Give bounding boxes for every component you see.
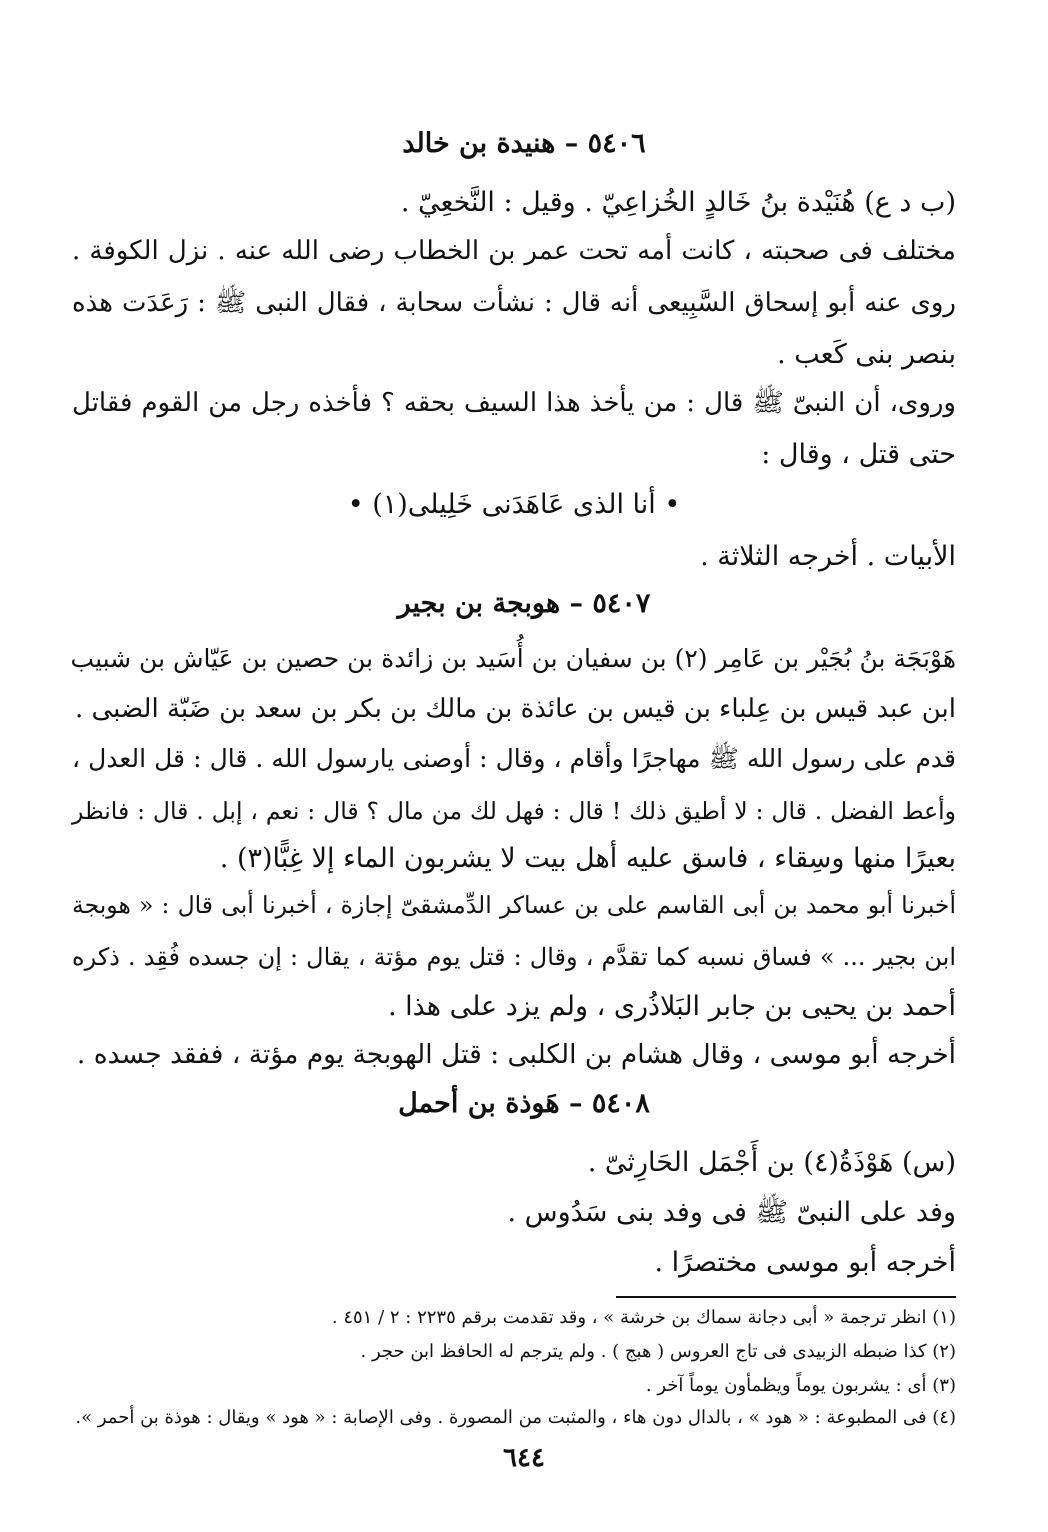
entry-line: بعيرًا منها وسِقاء ، فاسق عليه أهل بيت لا يشربون الماء إلا غِبًّا(٣) . (219, 843, 956, 874)
entry-line: أخرجه أبو موسى ، وقال هشام بن الكلبى : قتل الهوبجة يوم مؤتة ، ففقد جسده . (76, 1039, 956, 1070)
entry-line: بنصر بنى كَعب . (777, 339, 956, 370)
page-number: ٦٤٤ (503, 1443, 545, 1473)
entry-line: ابن عبد قيس بن عِلباء بن قيس بن عائذة بن مالك بن بكر بن سعد بن ضَبّة الضبى . (74, 694, 956, 724)
entry-line: (ب د ع) هُنَيْدة بنُ خَالدٍ الخُزاعِيّ . وقيل : النَّخعِيّ . (400, 187, 956, 218)
entry-line: أخرجه أبو موسى مختصرًا . (654, 1247, 956, 1278)
entry-heading-5408: ٥٤٠٨ – هَوذة بن أحمل (398, 1088, 650, 1119)
entry-line: حتى قتل ، وقال : (761, 439, 956, 470)
entry-line: هَوْبَجَة بنُ بُجَيْر بن عَامِر (٢) بن سفيان بن أُسَيد بن زائدة بن حصين بن عَيّاش بن شبيب (70, 644, 956, 673)
entry-line: ابن بجير ... » فساق نسبه كما تقدَّم ، وقال : قتل يوم مؤتة ، يقال : إن جسده فُقِد . ذكره (72, 943, 956, 971)
entry-line: وروى، أن النبىّ ﷺ قال : من يأخذ هذا السيف بحقه ؟ فأخذه رجل من القوم فقاتل (72, 388, 956, 418)
entry-line: مختلف فى صحبته ، كانت أمه تحت عمر بن الخطاب رضى الله عنه . نزل الكوفة . (72, 236, 956, 266)
footnote: (٤) فى المطبوعة : « هود » ، بالدال دون هاء ، والمثبت من المصورة . وفى الإصابة : « هود » ويقال : هوذة بن أحمر ». (75, 1407, 956, 1428)
footnote: (١) انظر ترجمة « أبى دجانة سماك بن خرشة » ، وقد تقدمت برقم ٢٢٣٥ : ٢ / ٤٥١ . (331, 1307, 956, 1328)
entry-line: الأبيات . أخرجه الثلاثة . (700, 541, 956, 572)
entry-line: روى عنه أبو إسحاق السَّبِيعى أنه قال : نشأت سحابة ، فقال النبى ﷺ : رَعَدَت هذه (72, 288, 956, 318)
entry-heading-5407: ٥٤٠٧ – هوبجة بن بجير (397, 588, 651, 619)
footnote: (٣) أى : يشربون يوماً ويظمأون يوماً آخر . (645, 1375, 956, 1396)
footnote: (٢) كذا ضبطه الزبيدى فى تاج العروس ( هبج ) . ولم يترجم له الحافظ ابن حجر . (360, 1341, 956, 1362)
entry-line: (س) هَوْذَةُ(٤) بن أَجْمَل الحَارِثىّ . (587, 1147, 956, 1178)
poem-verse: • أنا الذى عَاهَدَنى خَلِيلى(١) • (347, 489, 681, 520)
entry-heading-5406: ٥٤٠٦ – هنيدة بن خالد (402, 128, 646, 159)
entry-line: أحمد بن يحيى بن جابر البَلاذُرى ، ولم يزد على هذا . (387, 991, 956, 1022)
entry-line: وأعط الفضل . قال : لا أطيق ذلك ! قال : فهل لك من مال ؟ قال : نعم ، إبل . قال : فانظر (72, 797, 956, 825)
entry-line: قدم على رسول الله ﷺ مهاجرًا وأقام ، وقال : أوصنى يارسول الله . قال : قل العدل ، (72, 744, 956, 773)
entry-line: وفد على النبىّ ﷺ فى وفد بنى سَدُوس . (507, 1197, 956, 1228)
entry-line: أخبرنا أبو محمد بن أبى القاسم على بن عساكر الدِّمشقىّ إجازة ، أخبرنا أبى قال : « هوبجة (72, 891, 956, 919)
footnote-separator (616, 1296, 956, 1298)
